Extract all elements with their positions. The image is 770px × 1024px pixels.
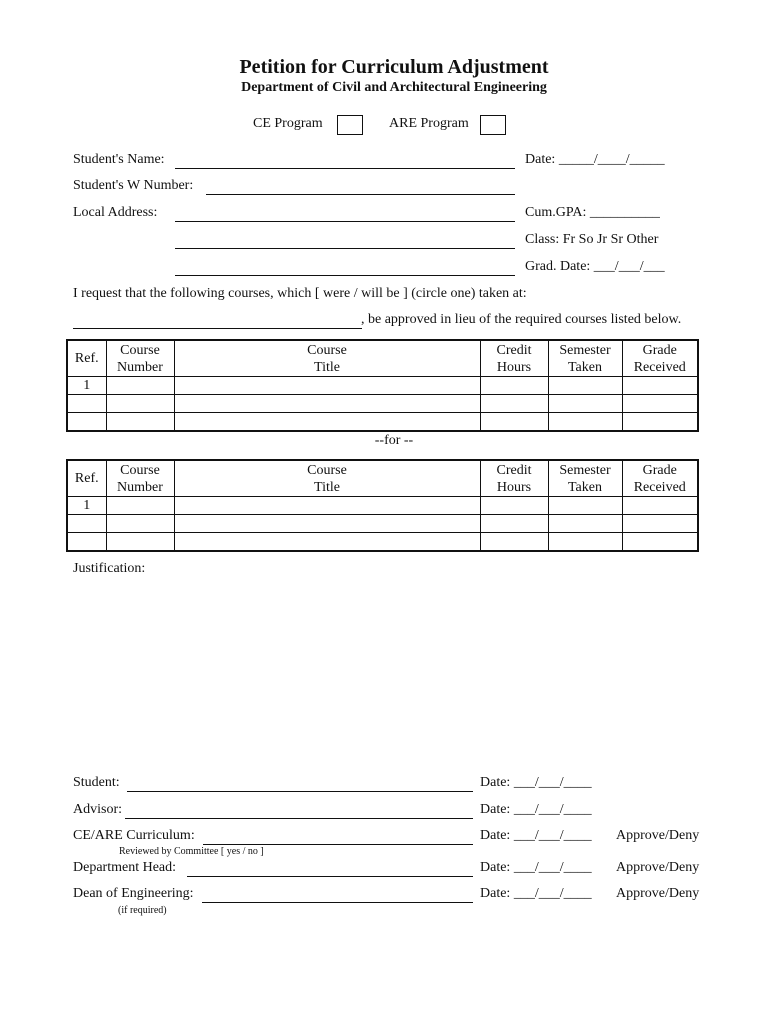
dean-signature-field[interactable] <box>202 902 473 903</box>
address-field-line-1[interactable] <box>175 221 515 222</box>
ref-cell <box>67 413 106 432</box>
credit-hours-cell[interactable] <box>480 497 548 515</box>
required-courses-table <box>66 459 699 552</box>
student-name-label: Student's Name: <box>73 152 165 167</box>
are-program-checkbox[interactable] <box>480 115 506 135</box>
course-title-cell[interactable] <box>174 533 480 552</box>
curriculum-signature-label: CE/ARE Curriculum: <box>73 828 195 843</box>
grade-cell[interactable] <box>622 377 698 395</box>
student-signature-label: Student: <box>73 775 120 790</box>
grade-cell[interactable] <box>622 395 698 413</box>
course-number-cell[interactable] <box>106 533 174 552</box>
credit-hours-cell[interactable] <box>480 413 548 432</box>
ref-cell: 1 <box>67 377 106 395</box>
header-course-title: Course Title <box>174 340 480 377</box>
grade-cell[interactable] <box>622 515 698 533</box>
w-number-field[interactable] <box>206 194 515 195</box>
semester-cell[interactable] <box>548 515 622 533</box>
dean-approve-deny[interactable]: Approve/Deny <box>616 886 700 901</box>
curriculum-date-field[interactable]: Date: ___/___/____ <box>480 828 592 843</box>
form-subtitle: Department of Civil and Architectural Engineering <box>241 80 547 95</box>
class-field[interactable]: Class: Fr So Jr Sr Other <box>525 232 659 247</box>
header-semester-taken: Semester Taken <box>548 340 622 377</box>
table-row <box>67 497 698 515</box>
credit-hours-cell[interactable] <box>480 515 548 533</box>
advisor-signature-field[interactable] <box>125 818 473 819</box>
course-title-cell[interactable] <box>174 515 480 533</box>
w-number-label: Student's W Number: <box>73 178 194 193</box>
credit-hours-cell[interactable] <box>480 395 548 413</box>
header-course-title: Course Title <box>174 460 480 497</box>
course-title-cell[interactable] <box>174 413 480 432</box>
table-row <box>67 413 698 432</box>
justification-label: Justification: <box>73 561 146 576</box>
advisor-date-field[interactable]: Date: ___/___/____ <box>480 802 592 817</box>
header-course-number: Course Number <box>106 460 174 497</box>
grade-cell[interactable] <box>622 413 698 432</box>
table-row <box>67 533 698 552</box>
request-text: I request that the following courses, which [ were / will be ] (circle one) taken at: <box>73 286 527 301</box>
header-course-number: Course Number <box>106 340 174 377</box>
course-number-cell[interactable] <box>106 497 174 515</box>
dept-head-date-field[interactable]: Date: ___/___/____ <box>480 860 592 875</box>
dean-date-field[interactable]: Date: ___/___/____ <box>480 886 592 901</box>
advisor-signature-label: Advisor: <box>73 802 122 817</box>
semester-cell[interactable] <box>548 377 622 395</box>
dean-signature-label: Dean of Engineering: <box>73 886 194 901</box>
course-number-cell[interactable] <box>106 515 174 533</box>
header-credit-hours: Credit Hours <box>480 340 548 377</box>
course-title-cell[interactable] <box>174 377 480 395</box>
form-title: Petition for Curriculum Adjustment <box>239 56 549 78</box>
header-grade-received: Grade Received <box>622 340 698 377</box>
semester-cell[interactable] <box>548 413 622 432</box>
gpa-field[interactable]: Cum.GPA: __________ <box>525 205 660 220</box>
ce-program-label: CE Program <box>253 116 323 131</box>
are-program-label: ARE Program <box>389 116 469 131</box>
grade-cell[interactable] <box>622 497 698 515</box>
semester-cell[interactable] <box>548 395 622 413</box>
dept-head-approve-deny[interactable]: Approve/Deny <box>616 860 700 875</box>
header-ref: Ref. <box>67 460 106 497</box>
address-field-line-3[interactable] <box>175 275 515 276</box>
credit-hours-cell[interactable] <box>480 377 548 395</box>
course-number-cell[interactable] <box>106 377 174 395</box>
header-ref: Ref. <box>67 340 106 377</box>
student-name-field[interactable] <box>175 168 515 169</box>
dept-head-signature-field[interactable] <box>187 876 473 877</box>
request-text-suffix: , be approved in lieu of the required courses listed below. <box>361 312 682 327</box>
ref-cell <box>67 395 106 413</box>
committee-review-note: Reviewed by Committee [ yes / no ] <box>119 846 264 857</box>
curriculum-approve-deny[interactable]: Approve/Deny <box>616 828 700 843</box>
ref-cell <box>67 533 106 552</box>
ce-program-checkbox[interactable] <box>337 115 363 135</box>
semester-cell[interactable] <box>548 497 622 515</box>
grad-date-field[interactable]: Grad. Date: ___/___/___ <box>525 259 665 274</box>
course-number-cell[interactable] <box>106 395 174 413</box>
student-date-field[interactable]: Date: ___/___/____ <box>480 775 592 790</box>
table-row <box>67 377 698 395</box>
student-signature-field[interactable] <box>127 791 473 792</box>
local-address-label: Local Address: <box>73 205 158 220</box>
course-title-cell[interactable] <box>174 497 480 515</box>
table-row <box>67 395 698 413</box>
dept-head-signature-label: Department Head: <box>73 860 177 875</box>
course-number-cell[interactable] <box>106 413 174 432</box>
justification-area[interactable] <box>73 582 698 762</box>
dean-required-note: (if required) <box>118 905 167 916</box>
course-title-cell[interactable] <box>174 395 480 413</box>
ref-cell: 1 <box>67 497 106 515</box>
header-semester-taken: Semester Taken <box>548 460 622 497</box>
for-separator: --for -- <box>374 433 414 448</box>
courses-taken-table <box>66 339 699 432</box>
address-field-line-2[interactable] <box>175 248 515 249</box>
curriculum-signature-field[interactable] <box>203 844 473 845</box>
header-credit-hours: Credit Hours <box>480 460 548 497</box>
credit-hours-cell[interactable] <box>480 533 548 552</box>
table-row <box>67 515 698 533</box>
date-field[interactable]: Date: _____/____/_____ <box>525 152 665 167</box>
institution-field[interactable] <box>73 328 362 329</box>
grade-cell[interactable] <box>622 533 698 552</box>
header-grade-received: Grade Received <box>622 460 698 497</box>
semester-cell[interactable] <box>548 533 622 552</box>
ref-cell <box>67 515 106 533</box>
